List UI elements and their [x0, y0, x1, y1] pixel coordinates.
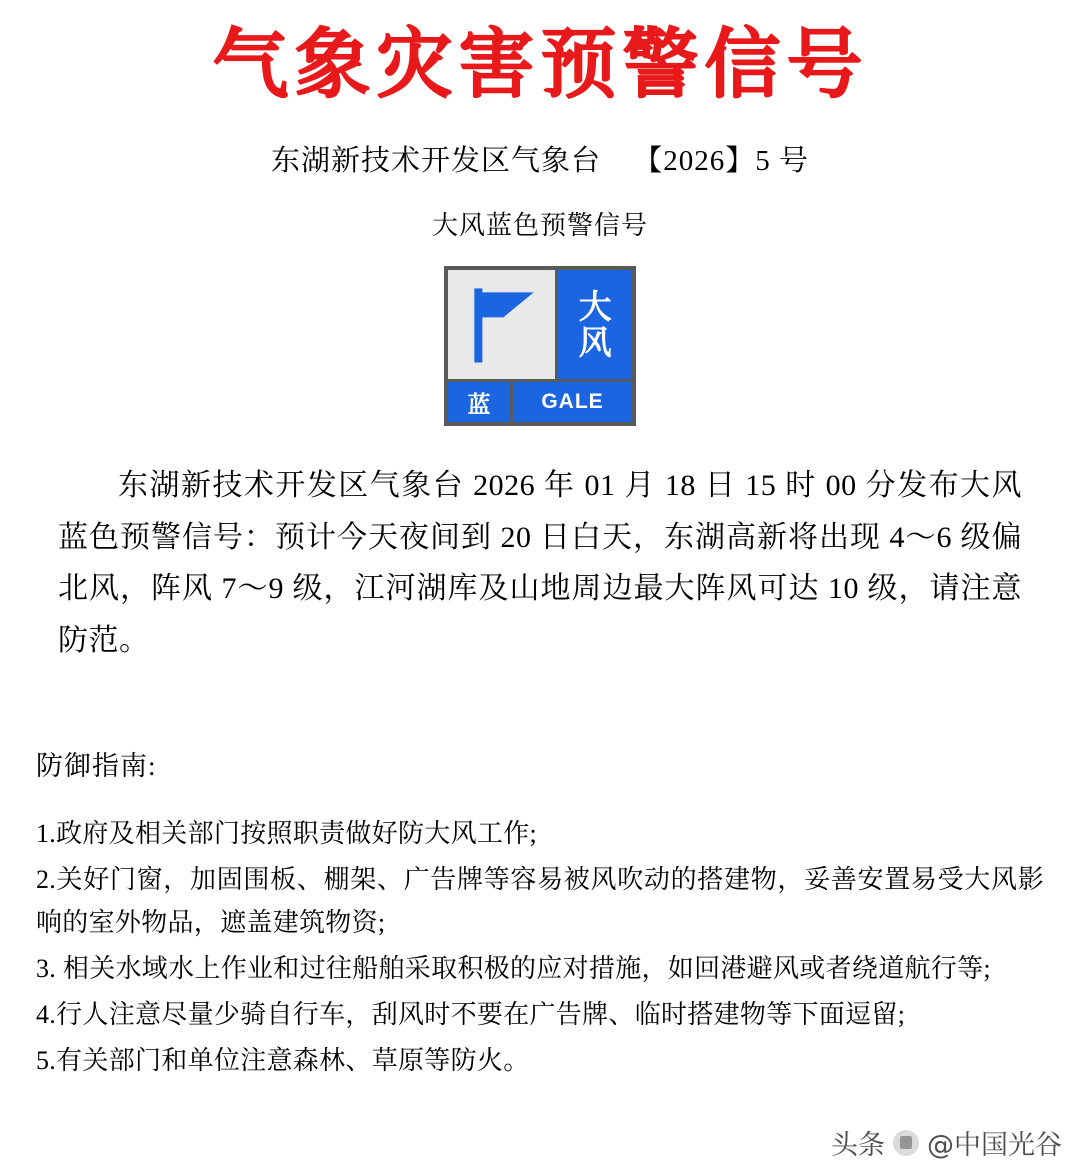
warning-body-text: 东湖新技术开发区气象台 2026 年 01 月 18 日 15 时 00 分发布大风蓝色预警信号：预计今天夜间到 20 日白天，东湖高新将出现 4～6 级偏北风，阵风 7～9 级，江河湖库及山地周边最大阵风可达 10 级，请注意防范。 [58, 469, 1022, 657]
prevention-guide-list [36, 813, 1044, 1082]
document-page [0, 19, 1080, 1176]
document-number: 【2026】5 号 [633, 145, 810, 177]
warning-sign-wrapper [0, 266, 1080, 426]
watermark-prefix: 头条 [831, 1130, 885, 1161]
list-item: 5.有关部门和单位注意森林、草原等防火。 [36, 1045, 530, 1075]
sign-char-top: 大 [578, 286, 612, 326]
sign-character-panel [558, 270, 632, 379]
list-item: 3. 相关水域水上作业和过往船舶采取积极的应对措施，如回港避风或者绕道航行等; [36, 953, 991, 983]
sign-english-label: GALE [513, 382, 632, 422]
sign-char-bottom: 风 [578, 322, 612, 362]
page-title: 气象灾害预警信号 [212, 19, 868, 108]
warning-subtitle: 大风蓝色预警信号 [431, 211, 648, 240]
gale-blue-warning-sign [444, 266, 636, 426]
issuer-name: 东湖新技术开发区气象台 [270, 145, 601, 177]
prevention-guide-title: 防御指南: [36, 751, 157, 782]
list-item: 2.关好门窗，加固围板、棚架、广告牌等容易被风吹动的搭建物，妥善安置易受大风影响的室外物品，遮盖建筑物资; [36, 865, 1044, 937]
issuer-line [0, 138, 1080, 179]
sign-bottom-row [448, 382, 632, 422]
wind-flag-icon [448, 270, 555, 379]
list-item: 4.行人注意尽量少骑自行车，刮风时不要在广告牌、临时搭建物等下面逗留; [36, 999, 906, 1029]
watermark [831, 1123, 1062, 1162]
watermark-account: @中国光谷 [927, 1130, 1062, 1161]
toutiao-logo-icon [893, 1130, 919, 1156]
sign-top-row [448, 270, 632, 379]
sign-level-label: 蓝 [448, 382, 510, 422]
list-item: 1.政府及相关部门按照职责做好防大风工作; [36, 819, 538, 849]
